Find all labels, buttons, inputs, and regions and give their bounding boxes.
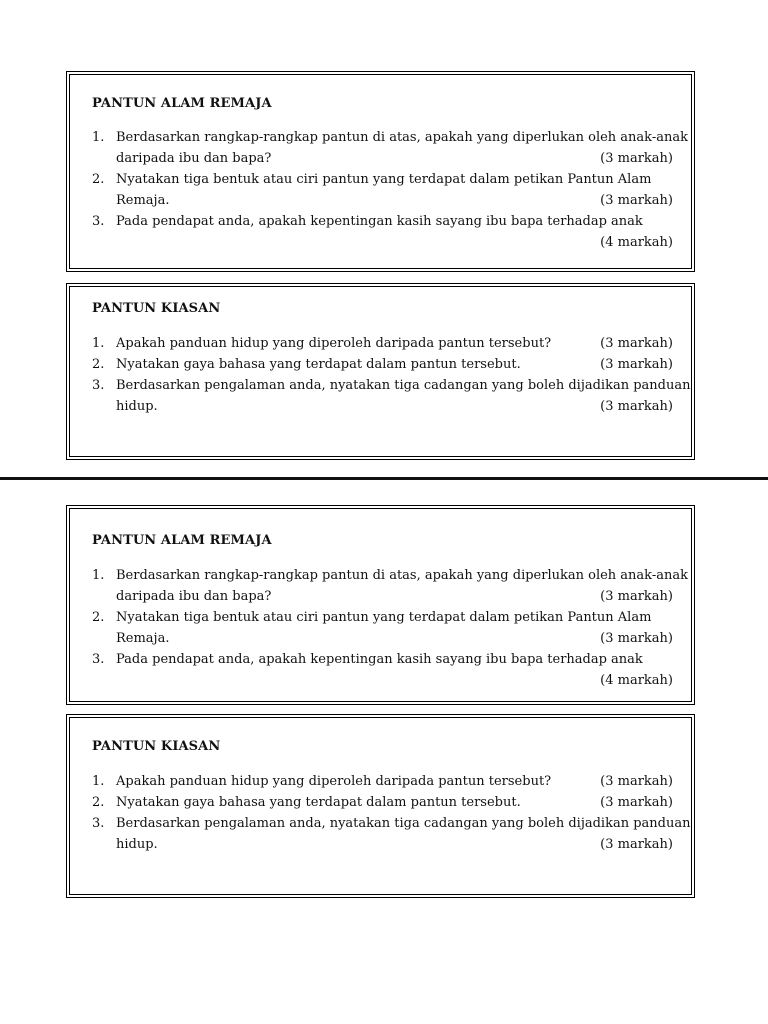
question-3 [92, 211, 673, 232]
question-text: Berdasarkan pengalaman anda, nyatakan tiga cadangan yang boleh dijadikan panduan [116, 378, 691, 393]
question-3-cont [92, 232, 673, 253]
question-3 [92, 375, 691, 396]
marks-label: (3 markah) [600, 774, 673, 789]
question-number: 1. [92, 568, 105, 583]
question-text: Nyatakan tiga bentuk atau ciri pantun yang terdapat dalam petikan Pantun Alam [116, 172, 652, 187]
question-text: Apakah panduan hidup yang diperoleh daripada pantun tersebut? [116, 774, 552, 789]
question-number: 3. [92, 378, 105, 393]
question-1-cont [92, 586, 673, 607]
cut-line-divider [0, 477, 768, 480]
question-text: Berdasarkan rangkap-rangkap pantun di atas, apakah yang diperlukan oleh anak-anak [116, 568, 688, 583]
marks-label: (3 markah) [600, 151, 673, 166]
question-text: Pada pendapat anda, apakah kepentingan kasih sayang ibu bapa terhadap anak [116, 214, 643, 229]
section-title: PANTUN KIASAN [92, 739, 221, 754]
question-3-cont [92, 834, 673, 855]
question-text: Berdasarkan pengalaman anda, nyatakan tiga cadangan yang boleh dijadikan panduan [116, 816, 691, 831]
section-title: PANTUN ALAM REMAJA [92, 96, 272, 111]
question-text-cont: Remaja. [116, 631, 170, 646]
marks-label: (3 markah) [600, 631, 673, 646]
question-number: 2. [92, 795, 105, 810]
question-number: 1. [92, 130, 105, 145]
question-1 [92, 771, 673, 792]
question-text-cont: daripada ibu dan bapa? [116, 589, 272, 604]
question-number: 3. [92, 816, 105, 831]
question-3-cont [92, 396, 673, 417]
question-number: 2. [92, 172, 105, 187]
question-2 [92, 354, 673, 375]
marks-label: (3 markah) [600, 357, 673, 372]
marks-label: (3 markah) [600, 795, 673, 810]
marks-label: (3 markah) [600, 193, 673, 208]
question-text: Berdasarkan rangkap-rangkap pantun di atas, apakah yang diperlukan oleh anak-anak [116, 130, 688, 145]
question-2 [92, 607, 673, 628]
marks-label: (3 markah) [600, 589, 673, 604]
question-number: 1. [92, 774, 105, 789]
question-number: 2. [92, 610, 105, 625]
question-text-cont: hidup. [116, 837, 158, 852]
question-text: Nyatakan gaya bahasa yang terdapat dalam pantun tersebut. [116, 357, 521, 372]
question-3 [92, 813, 691, 834]
question-text-cont: daripada ibu dan bapa? [116, 151, 272, 166]
question-number: 3. [92, 652, 105, 667]
question-box-alam-remaja-1 [66, 71, 695, 272]
question-1 [92, 565, 688, 586]
question-number: 3. [92, 214, 105, 229]
marks-label: (3 markah) [600, 399, 673, 414]
question-2 [92, 169, 673, 190]
marks-label: (3 markah) [600, 837, 673, 852]
question-text: Pada pendapat anda, apakah kepentingan kasih sayang ibu bapa terhadap anak [116, 652, 643, 667]
question-number: 1. [92, 336, 105, 351]
question-2-cont [92, 190, 673, 211]
question-box-kiasan-1 [66, 283, 695, 460]
question-number: 2. [92, 357, 105, 372]
question-3-cont [92, 670, 673, 691]
question-text-cont: hidup. [116, 399, 158, 414]
section-title: PANTUN KIASAN [92, 301, 221, 316]
marks-label: (4 markah) [600, 235, 673, 250]
question-3 [92, 649, 673, 670]
question-1 [92, 127, 688, 148]
question-1 [92, 333, 673, 354]
question-2 [92, 792, 673, 813]
question-1-cont [92, 148, 673, 169]
section-title: PANTUN ALAM REMAJA [92, 533, 272, 548]
question-text: Nyatakan tiga bentuk atau ciri pantun yang terdapat dalam petikan Pantun Alam [116, 610, 652, 625]
question-box-alam-remaja-2 [66, 505, 695, 705]
question-text-cont: Remaja. [116, 193, 170, 208]
marks-label: (3 markah) [600, 336, 673, 351]
question-2-cont [92, 628, 673, 649]
question-text: Apakah panduan hidup yang diperoleh daripada pantun tersebut? [116, 336, 552, 351]
question-text: Nyatakan gaya bahasa yang terdapat dalam pantun tersebut. [116, 795, 521, 810]
question-box-kiasan-2 [66, 714, 695, 898]
marks-label: (4 markah) [600, 673, 673, 688]
